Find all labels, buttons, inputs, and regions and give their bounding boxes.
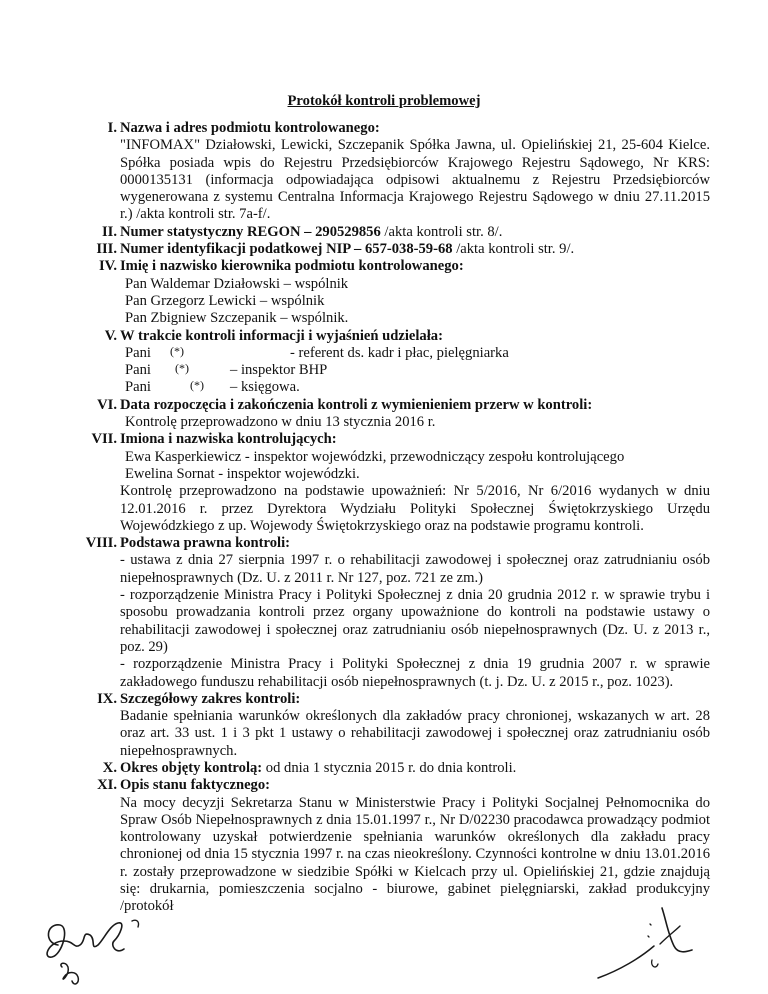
manager-line: Pan Grzegorz Lewicki – wspólnik <box>125 292 325 309</box>
section-heading: Nazwa i adres podmiotu kontrolowanego: <box>120 120 380 136</box>
informant-role: – inspektor BHP <box>230 362 328 379</box>
section-4 <box>80 258 710 327</box>
signature-left <box>40 905 150 990</box>
manager-line: Pan Waldemar Działowski – wspólnik <box>125 275 349 292</box>
informant-row <box>120 362 710 379</box>
section-number: XI. <box>97 777 117 794</box>
section-heading: Szczegółowy zakres kontroli: <box>120 690 301 707</box>
section-heading: Opis stanu faktycznego: <box>120 777 270 794</box>
section-heading: Imię i nazwisko kierownika podmiotu kontrolowanego: <box>120 258 464 275</box>
section-number: VIII. <box>85 535 117 552</box>
informant-title: Pani <box>125 362 151 379</box>
section-2 <box>80 224 710 241</box>
inspector-line: Ewa Kasperkiewicz - inspektor wojewódzki, przewodniczący zespołu kontrolującego <box>125 448 625 465</box>
document-title: Protokół kontroli problemowej <box>287 93 481 109</box>
section-9 <box>80 691 710 760</box>
manager-line: Pan Zbigniew Szczepanik – wspólnik. <box>125 310 349 327</box>
section-heading: Podstawa prawna kontroli: <box>120 535 291 552</box>
section-text: Na mocy decyzji Sekretarza Stanu w Ministerstwie Pracy i Polityki Socjalnej Pełnomocnika do Spraw Osób Niepełnosprawnych z dnia 15.01.1997 r., Nr D/02230 pracodawca prowadzący podmiot kontrolowany uzyskał potwierdzenie spełniania warunków określonych dla zakładu pracy chronionej od dnia 15 stycznia 1997 r. na czas nieokreślony. Czynności kontrolne w dniu 13.01.2016 r. zostały przeprowadzone w siedzibie Spółki w Kielcach przy ul. Opielińskiej 21, gdzie znajdują się: drukarnia, pomieszczenia socjalno - biurowe, gabinet pielęgniarski, zakład produkcyjny /protokół <box>120 794 710 915</box>
redaction-mark: (*) <box>190 378 204 393</box>
section-text: Kontrolę przeprowadzono w dniu 13 stycznia 2016 r. <box>125 414 436 431</box>
section-heading: W trakcie kontroli informacji i wyjaśnień udzielała: <box>120 327 443 344</box>
section-8 <box>80 535 710 691</box>
section-text: Badanie spełniania warunków określonych dla zakładów pracy chronionej, wskazanych w art. 28 oraz art. 33 ust. 1 i 3 pkt 1 ustawy o rehabilitacji zawodowej i społecznej oraz zatrudnianiu osób niepełnosprawnych. <box>120 708 710 759</box>
section-number: VII. <box>91 431 117 448</box>
section-1 <box>80 120 710 224</box>
legal-basis-item: - rozporządzenie Ministra Pracy i Polityki Społecznej z dnia 19 grudnia 2007 r. w sprawie zakładowego funduszu rehabilitacji osób niepełnosprawnych (t. j. Dz. U. z 2015 r., poz. 1023). <box>120 656 710 690</box>
informant-title: Pani <box>125 379 151 396</box>
informant-row <box>120 379 710 396</box>
document-content <box>80 120 710 916</box>
informant-role: - referent ds. kadr i płac, pielęgniarka <box>290 344 509 361</box>
section-3 <box>80 241 710 258</box>
section-6 <box>80 397 710 432</box>
section-reference: /akta kontroli str. 9/. <box>452 241 575 258</box>
section-number: I. <box>107 120 117 136</box>
section-10 <box>80 760 710 777</box>
section-number: IV. <box>99 258 117 275</box>
section-7 <box>80 431 710 535</box>
section-text: od dnia 1 stycznia 2015 r. do dnia kontroli. <box>262 759 517 776</box>
section-number: II. <box>101 223 117 240</box>
section-5 <box>80 328 710 397</box>
section-11 <box>80 777 710 915</box>
section-heading: Imiona i nazwiska kontrolujących: <box>120 431 337 448</box>
section-heading: Data rozpoczęcia i zakończenia kontroli z wymienieniem przerw w kontroli: <box>120 396 593 413</box>
legal-basis-item: - ustawa z dnia 27 sierpnia 1997 r. o rehabilitacji zawodowej i społecznej oraz zatrudnianiu osób niepełnosprawnych (Dz. U. z 2011 r. Nr 127, poz. 721 ze zm.) <box>120 552 710 586</box>
section-number: VI. <box>97 396 117 413</box>
redaction-mark: (*) <box>175 361 189 376</box>
section-number: X. <box>102 759 117 776</box>
informant-role: – księgowa. <box>230 379 300 396</box>
section-reference: /akta kontroli str. 8/. <box>380 223 503 240</box>
section-heading: Numer identyfikacji podatkowej NIP – 657-038-59-68 <box>120 241 453 258</box>
section-text: "INFOMAX" Działowski, Lewicki, Szczepanik Spółka Jawna, ul. Opielińskiej 21, 25-604 Kielce. Spółka posiada wpis do Rejestru Przedsiębiorców Krajowego Rejestru Sądowego, Nr KRS: 0000135131 (informacja odpowiadająca odpisowi aktualnemu z Rejestru Przedsiębiorców wygenerowana z systemu Centralna Informacja Krajowego Rejestru Sądowego w dniu 27.11.2015 r.) /akta kontroli str. 7a-f/. <box>120 137 710 223</box>
section-number: V. <box>104 327 117 344</box>
section-number: IX. <box>97 690 117 707</box>
redaction-mark: (*) <box>170 343 184 358</box>
informant-row <box>120 345 710 362</box>
signature-right <box>590 900 710 990</box>
section-text: Kontrolę przeprowadzono na podstawie upoważnień: Nr 5/2016, Nr 6/2016 wydanych w dniu 12.01.2016 r. przez Dyrektora Wydziału Polityki Społecznej Świętokrzyskiego Urzędu Wojewódzkiego z up. Wojewody Świętokrzyskiego oraz na podstawie programu kontroli. <box>120 483 710 534</box>
section-number: III. <box>96 241 117 258</box>
section-heading: Numer statystyczny REGON – 290529856 <box>120 223 381 240</box>
inspector-line: Ewelina Sornat - inspektor wojewódzki. <box>125 465 360 482</box>
section-heading: Okres objęty kontrolą: <box>120 759 263 776</box>
legal-basis-item: - rozporządzenie Ministra Pracy i Polityki Społecznej z dnia 20 grudnia 2012 r. w sprawie trybu i sposobu prowadzania kontroli przez organy upoważnione do kontroli na podstawie ustawy o rehabilitacji zawodowej i społecznej oraz zatrudnianiu osób niepełnosprawnych (Dz. U. z 2013 r., poz. 29) <box>120 587 710 655</box>
informant-title: Pani <box>125 344 151 361</box>
